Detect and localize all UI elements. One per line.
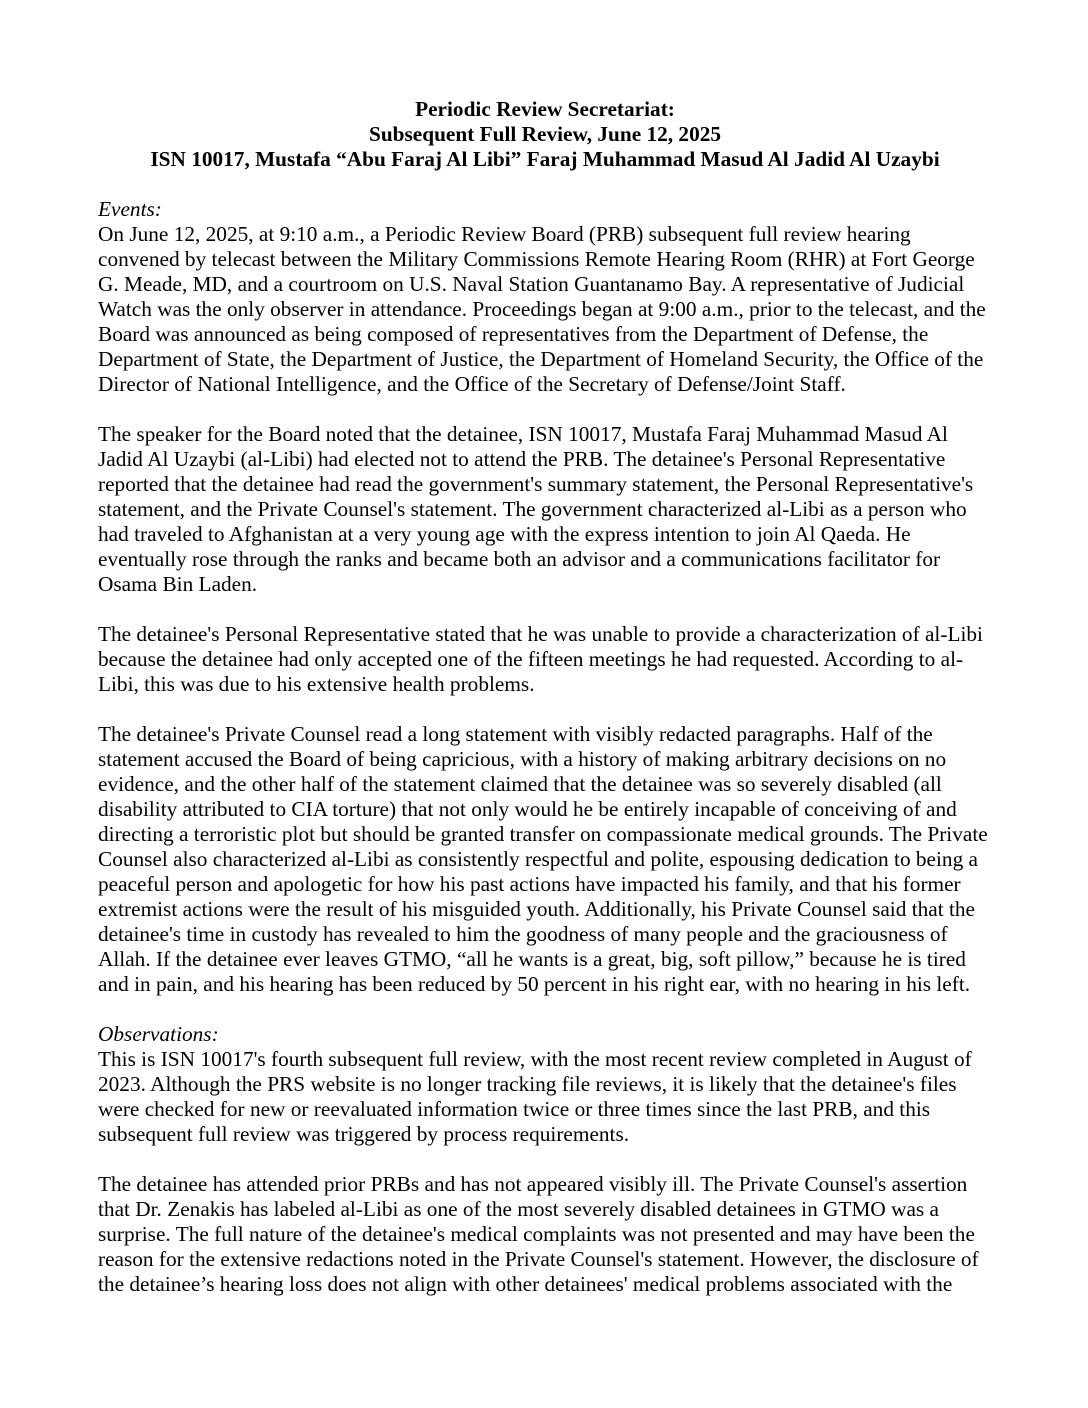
observations-paragraph-2: The detainee has attended prior PRBs and has not appeared visibly ill. The Private Counsel's assertion that Dr. Zenakis has labeled al-Libi as one of the most severely disabled detainees in GTMO was a surprise. The full nature of the detainee's medical complaints was not presented and may have been the reason for the extensive redactions noted in the Private Counsel's statement. However, the disclosure of the detainee’s hearing loss does not align with other detainees' medical problems associated with the: [98, 1172, 979, 1296]
document-title: [98, 97, 992, 172]
title-line-3: ISN 10017, Mustafa “Abu Faraj Al Libi” Faraj Muhammad Masud Al Jadid Al Uzaybi: [150, 147, 940, 171]
section-observations: [98, 1022, 992, 1297]
events-paragraph-1: On June 12, 2025, at 9:10 a.m., a Periodic Review Board (PRB) subsequent full review hearing convened by telecast between the Military Commissions Remote Hearing Room (RHR) at Fort George G. Meade, MD, and a courtroom on U.S. Naval Station Guantanamo Bay. A representative of Judicial Watch was the only observer in attendance. Proceedings began at 9:00 a.m., prior to the telecast, and the Board was announced as being composed of representatives from the Department of Defense, the Department of State, the Department of Justice, the Department of Homeland Security, the Office of the Director of National Intelligence, and the Office of the Secretary of Defense/Joint Staff.: [98, 222, 986, 396]
title-line-2: Subsequent Full Review, June 12, 2025: [368, 122, 722, 146]
observations-heading: Observations:: [98, 1022, 219, 1046]
observations-paragraph-1: This is ISN 10017's fourth subsequent full review, with the most recent review completed in August of 2023. Although the PRS website is no longer tracking file reviews, it is likely that the detainee's files were checked for new or reevaluated information twice or three times since the last PRB, and this subsequent full review was triggered by process requirements.: [98, 1047, 972, 1146]
events-paragraph-3: The detainee's Personal Representative stated that he was unable to provide a characterization of al-Libi because the detainee had only accepted one of the fifteen meetings he had requested. According to al-Libi, this was due to his extensive health problems.: [98, 622, 983, 696]
title-line-1: Periodic Review Secretariat:: [415, 97, 675, 121]
events-heading: Events:: [98, 197, 162, 221]
events-paragraph-2: The speaker for the Board noted that the detainee, ISN 10017, Mustafa Faraj Muhammad Masud Al Jadid Al Uzaybi (al-Libi) had elected not to attend the PRB. The detainee's Personal Representative reported that the detainee had read the government's summary statement, the Personal Representative's statement, and the Private Counsel's statement. The government characterized al-Libi as a person who had traveled to Afghanistan at a very young age with the express intention to join Al Qaeda. He eventually rose through the ranks and became both an advisor and a communications facilitator for Osama Bin Laden.: [98, 422, 974, 596]
section-events: [98, 197, 992, 997]
events-paragraph-4: The detainee's Private Counsel read a long statement with visibly redacted paragraphs. Half of the statement accused the Board of being capricious, with a history of making arbitrary decisions on no evidence, and the other half of the statement claimed that the detainee was so severely disabled (all disability attributed to CIA torture) that not only would he be entirely incapable of conceiving of and directing a terroristic plot but should be granted transfer on compassionate medical grounds. The Private Counsel also characterized al-Libi as consistently respectful and polite, espousing dedication to being a peaceful person and apologetic for how his past actions have impacted his family, and that his former extremist actions were the result of his misguided youth. Additionally, his Private Counsel said that the detainee's time in custody has revealed to him the goodness of many people and the graciousness of Allah. If the detainee ever leaves GTMO, “all he wants is a great, big, soft pillow,” because he is tired and in pain, and his hearing has been reduced by 50 percent in his right ear, with no hearing in his left.: [98, 722, 988, 996]
